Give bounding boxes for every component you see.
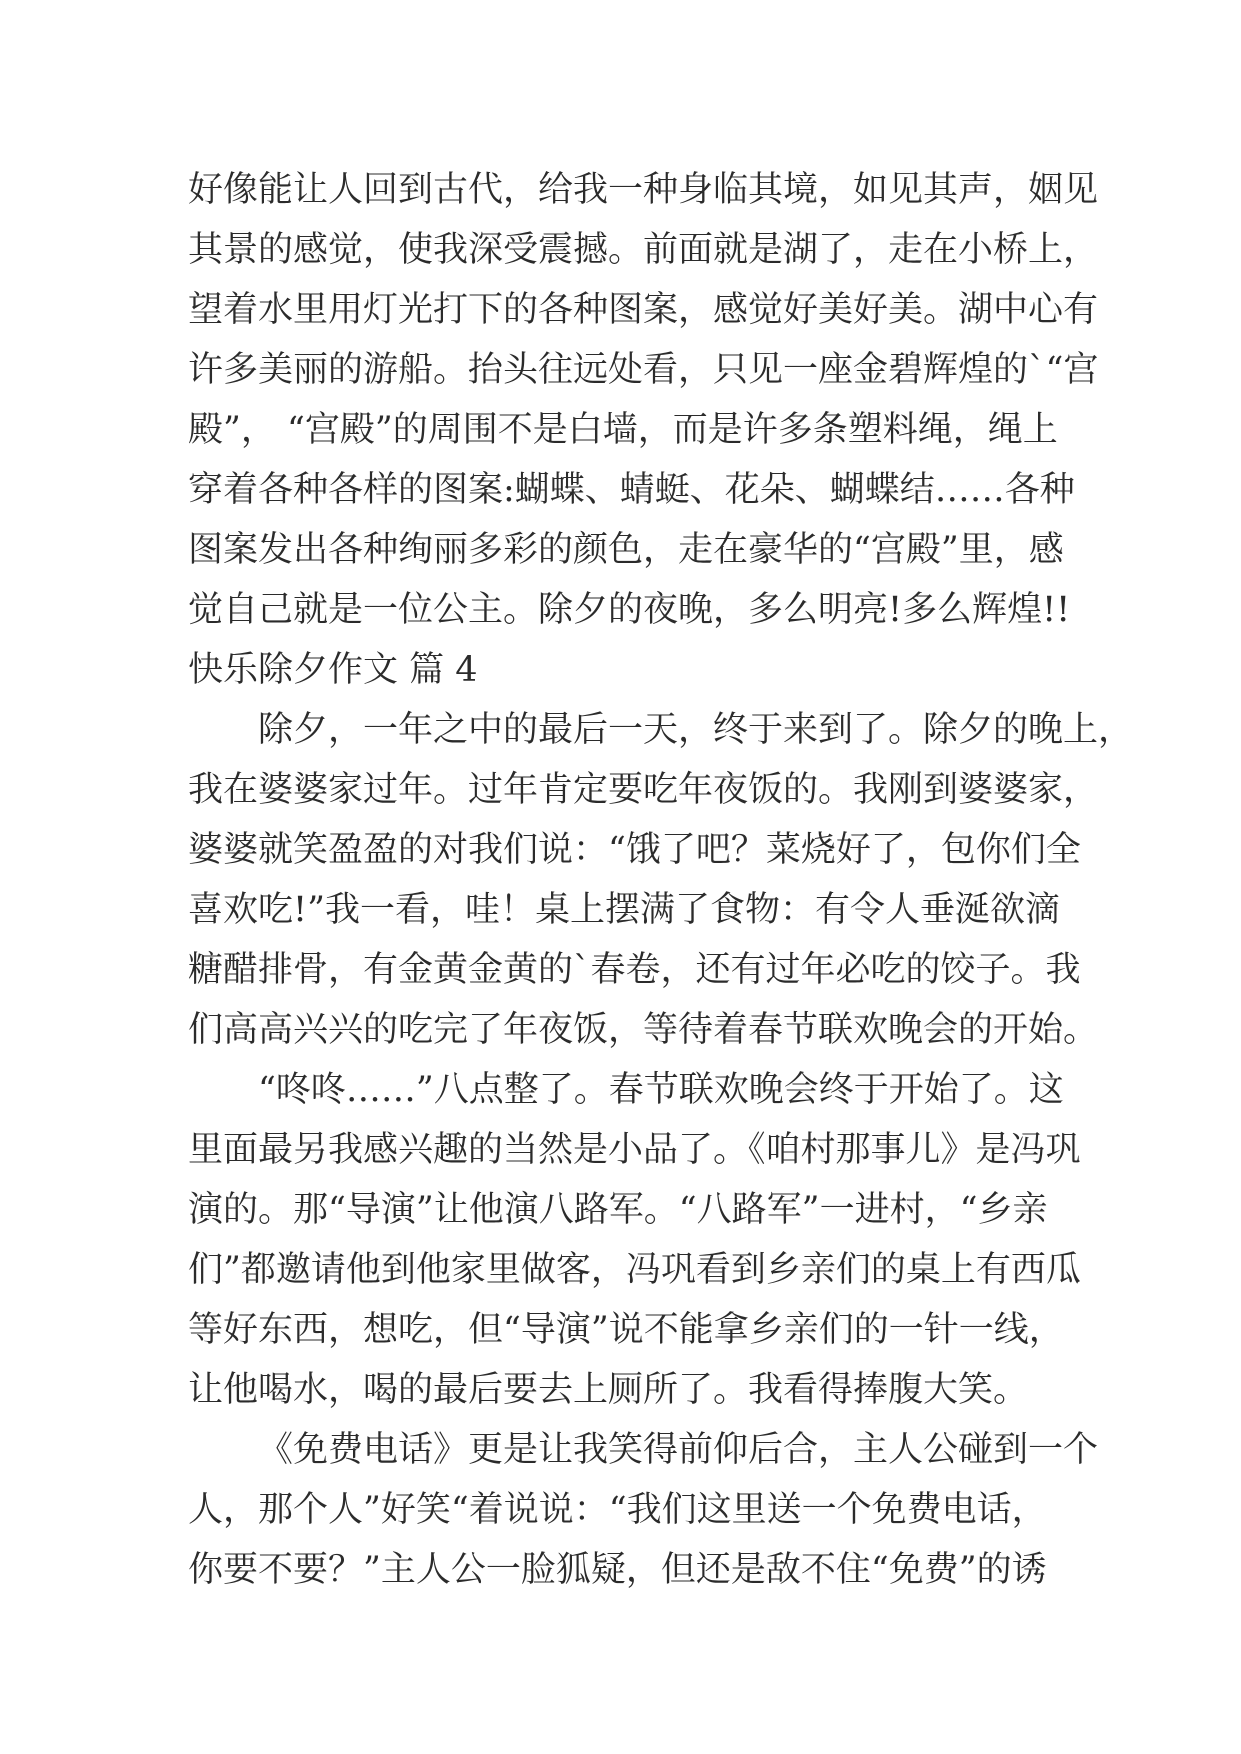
text-line: 婆婆就笑盈盈的对我们说：“饿了吧？菜烧好了，包你们全 xyxy=(188,830,1081,870)
text-line: 《免费电话》更是让我笑得前仰后合，主人公碰到一个 xyxy=(258,1430,1099,1470)
text-line: 你要不要？”主人公一脸狐疑，但还是敌不住“免费”的诱 xyxy=(188,1550,1047,1590)
text-line: 等好东西，想吃，但“导演”说不能拿乡亲们的一针一线， xyxy=(188,1310,1064,1350)
text-line: 们”都邀请他到他家里做客，冯巩看到乡亲们的桌上有西瓜 xyxy=(188,1250,1081,1290)
text-line: 演的。那“导演”让他演八路军。“八路军”一进村，“乡亲 xyxy=(188,1190,1048,1230)
text-line: 人，那个人”好笑“着说说：“我们这里送一个免费电话， xyxy=(188,1490,1047,1530)
text-line: 让他喝水，喝的最后要去上厕所了。我看得捧腹大笑。 xyxy=(188,1370,1029,1410)
section-heading: 快乐除夕作文 篇 4 xyxy=(188,650,478,690)
text-line: 们高高兴兴的吃完了年夜饭，等待着春节联欢晚会的开始。 xyxy=(188,1010,1099,1050)
text-line: 许多美丽的游船。抬头往远处看，只见一座金碧辉煌的`“宫 xyxy=(188,350,1099,390)
text-line: 其景的感觉，使我深受震撼。前面就是湖了，走在小桥上， xyxy=(188,230,1099,270)
document-body xyxy=(188,160,1134,1600)
text-line: 穿着各种各样的图案:蝴蝶、蜻蜓、花朵、蝴蝶结……各种 xyxy=(188,470,1075,510)
text-line: 我在婆婆家过年。过年肯定要吃年夜饭的。我刚到婆婆家， xyxy=(188,770,1099,810)
text-line: 糖醋排骨，有金黄金黄的`春卷，还有过年必吃的饺子。我 xyxy=(188,950,1081,990)
text-line: 望着水里用灯光打下的各种图案，感觉好美好美。湖中心有 xyxy=(188,290,1099,330)
text-line: 里面最另我感兴趣的当然是小品了。《咱村那事儿》是冯巩 xyxy=(188,1130,1081,1170)
text-line: 好像能让人回到古代，给我一种身临其境，如见其声，姻见 xyxy=(188,170,1099,210)
text-line: 觉自己就是一位公主。除夕的夜晚，多么明亮!多么辉煌!! xyxy=(188,590,1071,630)
text-line: 殿”， “宫殿”的周围不是白墙，而是许多条塑料绳，绳上 xyxy=(188,410,1058,450)
text-line: 除夕，一年之中的最后一天，终于来到了。除夕的晚上， xyxy=(258,710,1134,750)
text-line: 图案发出各种绚丽多彩的颜色，走在豪华的“宫殿”里，感 xyxy=(188,530,1064,570)
text-line: 喜欢吃!”我一看，哇！桌上摆满了食物：有令人垂涎欲滴 xyxy=(188,890,1060,930)
text-line: “咚咚……”八点整了。春节联欢晚会终于开始了。这 xyxy=(258,1070,1064,1110)
